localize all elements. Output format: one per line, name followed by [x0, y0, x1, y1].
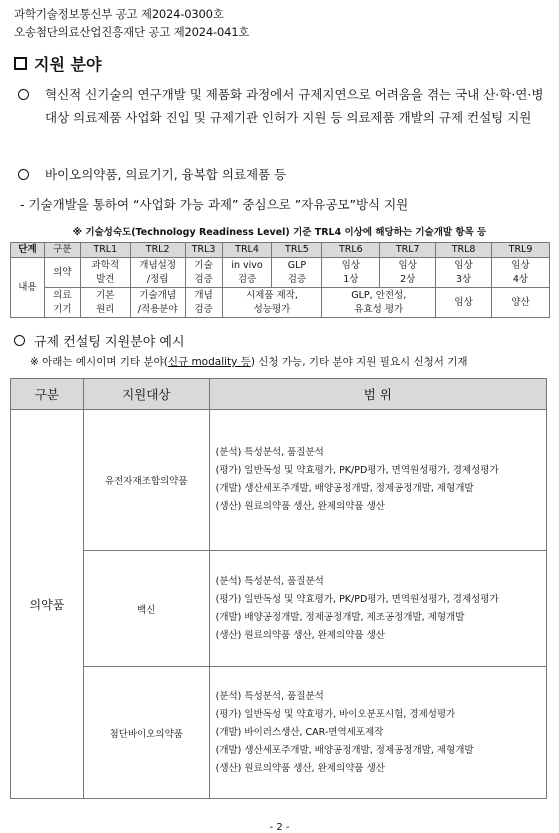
- trl-group-cell: 내용: [11, 258, 45, 318]
- bullet-item: [18, 83, 545, 129]
- trl-cell: 과학적 발견: [80, 258, 130, 288]
- trl-header-cell: TRL5: [272, 243, 322, 258]
- trl-cell: 기본 원리: [80, 288, 130, 318]
- circle-bullet-icon: [18, 89, 29, 100]
- trl-header-cell: TRL1: [80, 243, 130, 258]
- scope-line: (생산) 원료의약품 생산, 완제의약품 생산: [215, 762, 385, 774]
- notice-number-kbiohealth: 오송첨단의료산업진흥재단 공고 제2024-041호: [14, 25, 250, 39]
- main-header-cell: 구분: [11, 379, 84, 410]
- trl-cell: GLP 검증: [272, 258, 322, 288]
- trl-device-row: [11, 288, 550, 318]
- scope-cell: [209, 410, 546, 551]
- trl-cell: 임상 4상: [492, 258, 550, 288]
- category-cell: 의약품: [11, 410, 84, 799]
- scope-line: (개발) 생산세포주개발, 배양공정개발, 정제공정개발, 제형개발: [215, 744, 474, 756]
- scope-line: (개발) 생산세포주개발, 배양공정개발, 정제공정개발, 제형개발: [215, 483, 474, 494]
- main-header-cell: 범 위: [209, 379, 546, 410]
- bullet-item: [18, 163, 545, 186]
- scope-line: (생산) 원료의약품 생산, 완제의약품 생산: [215, 629, 385, 641]
- trl-header-cell: TRL3: [185, 243, 222, 258]
- trl-drug-label: 의약: [44, 258, 80, 288]
- scope-line: (평가) 일반독성 및 약효평가, PK/PD평가, 면역원성평가, 경제성평가: [215, 465, 499, 476]
- trl-table: [10, 242, 550, 318]
- scope-line: (분석) 특성분석, 품질분석: [215, 690, 324, 702]
- trl-cell: 개념 검증: [185, 288, 222, 318]
- scope-line: (개발) 배양공정개발, 정제공정개발, 제조공정개발, 제형개발: [215, 611, 465, 623]
- target-cell: 첨단바이오의약품: [83, 667, 209, 799]
- note-underlined: 신규 modality 등: [167, 356, 251, 368]
- scope-line: (생산) 원료의약품 생산, 완제의약품 생산: [215, 501, 385, 512]
- scope-cell: [209, 551, 546, 667]
- note-prefix: ※ 아래는 예시이며 기타 분야(: [30, 356, 168, 368]
- main-header-cell: 지원대상: [83, 379, 209, 410]
- trl-cell: GLP, 안전성, 유효성 평가: [322, 288, 436, 318]
- trl-header-cell: TRL7: [380, 243, 436, 258]
- trl-cell: in vivo 검증: [222, 258, 272, 288]
- table-row: [11, 667, 547, 799]
- trl-cell: 임상 2상: [380, 258, 436, 288]
- trl-header-cell: TRL2: [130, 243, 185, 258]
- scope-cell: [209, 667, 546, 799]
- example-note: [30, 354, 468, 369]
- scope-line: (분석) 특성분석, 품질분석: [215, 575, 324, 587]
- bullet-text: 바이오의약품, 의료기기, 융복합 의료제품 등: [45, 167, 287, 182]
- trl-header-cell: 구분: [44, 243, 80, 258]
- trl-cell: 기술 검증: [185, 258, 222, 288]
- trl-cell: 개념설정 /정립: [130, 258, 185, 288]
- page-number: - 2 -: [269, 822, 290, 833]
- main-header-row: [11, 379, 547, 410]
- target-cell: 유전자재조합의약품: [83, 410, 209, 551]
- trl-header-cell: TRL6: [322, 243, 380, 258]
- notice-number-msit: 과학기술정보통신부 공고 제2024-0300호: [14, 7, 224, 21]
- note-suffix: ) 신청 가능, 기타 분야 지원 필요시 신청서 기재: [250, 356, 468, 368]
- square-bullet-icon: [14, 57, 27, 70]
- subsection-title-text: 규제 컨설팅 지원분야 예시: [34, 335, 185, 350]
- circle-bullet-icon: [14, 335, 25, 346]
- trl-drug-row: [11, 258, 550, 288]
- dash-item: - 기술개발을 통하여 “사업화 가능 과제” 중심으로 ”자유공모”방식 지원: [20, 197, 409, 212]
- table-row: [11, 410, 547, 551]
- trl-note: ※ 기술성숙도(Technology Readiness Level) 기준 TRL4 이상에 해당하는 기술개발 항목 등: [72, 227, 487, 238]
- target-cell: 백신: [83, 551, 209, 667]
- scope-line: (개발) 바이러스생산, CAR-면역세포제작: [215, 726, 384, 738]
- trl-cell: 기술개념 /적용분야: [130, 288, 185, 318]
- support-scope-table: [10, 378, 547, 799]
- trl-header-cell: TRL4: [222, 243, 272, 258]
- trl-header-cell: TRL8: [436, 243, 492, 258]
- trl-cell: 양산: [492, 288, 550, 318]
- circle-bullet-icon: [18, 169, 29, 180]
- subsection-title: [14, 331, 185, 350]
- trl-device-label: 의료 기기: [44, 288, 80, 318]
- trl-header-cell: TRL9: [492, 243, 550, 258]
- table-row: [11, 551, 547, 667]
- bullet-text: 혁신적 신기술의 연구개발 및 제품화 과정에서 규제지연으로 어려움을 겪는 국내 산·학·연·병 대상 의료제품 사업화 진입 및 규제기관 인허가 지원 등 의료제품 개발의 규제 컨설팅 지원: [45, 87, 544, 125]
- trl-header-row: [11, 243, 550, 258]
- trl-cell: 임상 1상: [322, 258, 380, 288]
- section-title-text: 지원 분야: [34, 55, 102, 74]
- trl-header-cell: 단계: [11, 243, 45, 258]
- scope-line: (평가) 일반독성 및 약효평가, PK/PD평가, 면역원성평가, 경제성평가: [215, 593, 499, 605]
- section-title: [14, 52, 101, 75]
- scope-line: (평가) 일반독성 및 약효평가, 바이오분포시험, 경제성평가: [215, 708, 456, 720]
- trl-cell: 임상: [436, 288, 492, 318]
- trl-cell: 임상 3상: [436, 258, 492, 288]
- trl-cell: 시제품 제작, 성능평가: [222, 288, 322, 318]
- scope-line: (분석) 특성분석, 품질분석: [215, 447, 324, 458]
